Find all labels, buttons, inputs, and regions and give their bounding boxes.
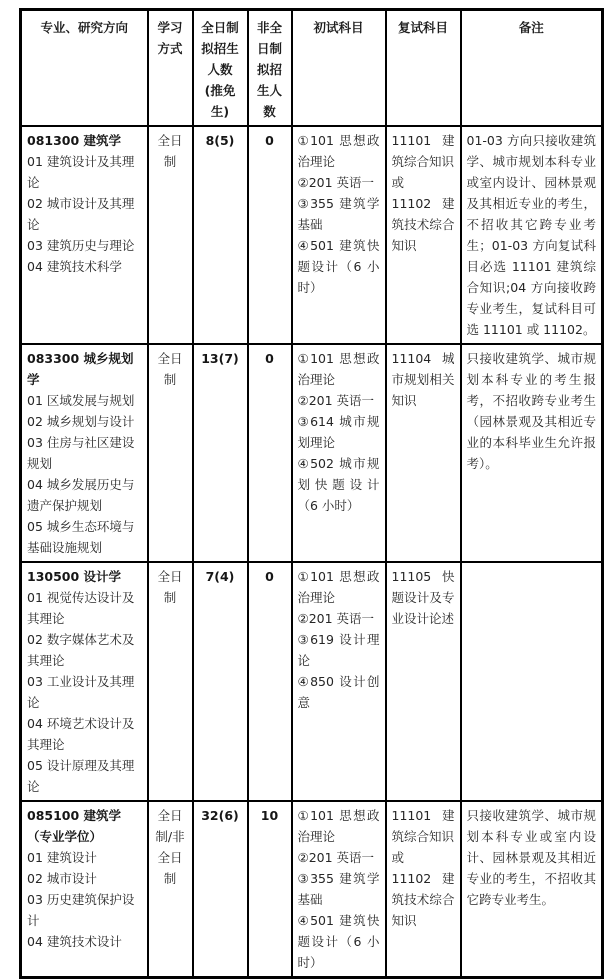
retest-subject-item: 11101 建筑综合知识 <box>391 808 455 844</box>
research-direction: 05 设计原理及其理论 <box>27 758 135 794</box>
study-mode-cell: 全日制/非全日制 <box>148 801 193 978</box>
parttime-quota-cell: 0 <box>248 344 292 562</box>
initial-subject-item: ①101 思想政治理论 <box>297 808 380 844</box>
retest-subject-item: 11104 城市规划相关知识 <box>391 351 455 408</box>
initial-subject-item: ③355 建筑学基础 <box>297 196 380 232</box>
table-row <box>21 562 603 801</box>
retest-subjects-cell <box>386 562 461 801</box>
col-header-fulltime-quota: 全日制拟招生人数(推免生) <box>193 10 248 127</box>
col-header-retest-subjects: 复试科目 <box>386 10 461 127</box>
parttime-quota-cell: 10 <box>248 801 292 978</box>
col-header-program: 专业、研究方向 <box>21 10 148 127</box>
initial-subject-item: ④502 城市规划快题设计（6 小时） <box>297 456 380 513</box>
col-header-study-mode: 学习方式 <box>148 10 193 127</box>
initial-subjects-cell <box>292 344 386 562</box>
fulltime-quota-cell: 8(5) <box>193 126 248 344</box>
table-header-row <box>21 10 603 127</box>
initial-subjects-cell <box>292 562 386 801</box>
remarks-cell: 只接收建筑学、城市规划本科专业的考生报考，不招收跨专业考生（园林景观及其相近专业的本科毕业生允许报考）。 <box>461 344 603 562</box>
initial-subject-item: ②201 英语一 <box>297 175 375 190</box>
retest-subject-item: 或 <box>391 175 405 190</box>
research-direction: 04 城乡发展历史与遗产保护规划 <box>27 477 135 513</box>
research-direction: 01 建筑设计及其理论 <box>27 154 135 190</box>
fulltime-quota-cell: 13(7) <box>193 344 248 562</box>
retest-subjects-cell <box>386 344 461 562</box>
program-cell <box>21 801 148 978</box>
research-direction: 01 区域发展与规划 <box>27 393 135 408</box>
initial-subject-item: ④501 建筑快题设计（6 小时） <box>297 913 380 970</box>
research-direction: 02 城市设计 <box>27 871 97 886</box>
research-direction: 05 城乡生态环境与基础设施规划 <box>27 519 135 555</box>
program-cell <box>21 344 148 562</box>
parttime-quota-cell: 0 <box>248 126 292 344</box>
remarks-cell: 只接收建筑学、城市规划本科专业或室内设计、园林景观及其相近专业的考生，不招收其它跨专业考生。 <box>461 801 603 978</box>
col-header-initial-subjects: 初试科目 <box>292 10 386 127</box>
research-direction: 02 城市设计及其理论 <box>27 196 135 232</box>
initial-subject-item: ③619 设计理论 <box>297 632 380 668</box>
program-cell <box>21 562 148 801</box>
retest-subject-item: 11105 快题设计及专业设计论述 <box>391 569 455 626</box>
program-cell <box>21 126 148 344</box>
table-body <box>21 126 603 978</box>
research-direction: 04 环境艺术设计及其理论 <box>27 716 135 752</box>
fulltime-quota-cell: 7(4) <box>193 562 248 801</box>
retest-subject-item: 11101 建筑综合知识 <box>391 133 455 169</box>
study-mode-cell: 全日制 <box>148 562 193 801</box>
initial-subject-item: ②201 英语一 <box>297 611 375 626</box>
admissions-table <box>19 8 604 979</box>
research-direction: 04 建筑技术科学 <box>27 259 122 274</box>
program-code-name: 083300 城乡规划学 <box>27 351 134 387</box>
parttime-quota-cell: 0 <box>248 562 292 801</box>
remarks-cell: 01-03 方向只接收建筑学、城市规划本科专业或室内设计、园林景观及其相近专业的考生，不招收其它跨专业考生；01-03 方向复试科目必选 11101 建筑综合知识;04 方向接收跨专业考生，复试科目可选 11101 或 11102。 <box>461 126 603 344</box>
research-direction: 02 数字媒体艺术及其理论 <box>27 632 135 668</box>
research-direction: 04 建筑技术设计 <box>27 934 122 949</box>
research-direction: 03 建筑历史与理论 <box>27 238 135 253</box>
col-header-parttime-quota: 非全日制拟招生人数 <box>248 10 292 127</box>
research-direction: 02 城乡规划与设计 <box>27 414 135 429</box>
initial-subject-item: ①101 思想政治理论 <box>297 133 380 169</box>
research-direction: 01 建筑设计 <box>27 850 97 865</box>
initial-subject-item: ②201 英语一 <box>297 850 375 865</box>
initial-subject-item: ①101 思想政治理论 <box>297 569 380 605</box>
retest-subjects-cell <box>386 126 461 344</box>
col-header-remarks: 备注 <box>461 10 603 127</box>
initial-subjects-cell <box>292 126 386 344</box>
research-direction: 03 工业设计及其理论 <box>27 674 135 710</box>
retest-subjects-cell <box>386 801 461 978</box>
research-direction: 01 视觉传达设计及其理论 <box>27 590 135 626</box>
table-row <box>21 801 603 978</box>
research-direction: 03 历史建筑保护设计 <box>27 892 135 928</box>
program-code-name: 130500 设计学 <box>27 569 122 584</box>
initial-subject-item: ③355 建筑学基础 <box>297 871 380 907</box>
table-row <box>21 344 603 562</box>
study-mode-cell: 全日制 <box>148 126 193 344</box>
initial-subject-item: ④501 建筑快题设计（6 小时） <box>297 238 380 295</box>
retest-subject-item: 11102 建筑技术综合知识 <box>391 871 455 928</box>
remarks-cell <box>461 562 603 801</box>
program-code-name: 081300 建筑学 <box>27 133 122 148</box>
study-mode-cell: 全日制 <box>148 344 193 562</box>
initial-subject-item: ②201 英语一 <box>297 393 375 408</box>
fulltime-quota-cell: 32(6) <box>193 801 248 978</box>
program-code-name: 085100 建筑学（专业学位） <box>27 808 122 844</box>
retest-subject-item: 或 <box>391 850 405 865</box>
research-direction: 03 住房与社区建设规划 <box>27 435 135 471</box>
table-row <box>21 126 603 344</box>
retest-subject-item: 11102 建筑技术综合知识 <box>391 196 455 253</box>
initial-subject-item: ③614 城市规划理论 <box>297 414 380 450</box>
initial-subjects-cell <box>292 801 386 978</box>
initial-subject-item: ④850 设计创意 <box>297 674 380 710</box>
initial-subject-item: ①101 思想政治理论 <box>297 351 380 387</box>
